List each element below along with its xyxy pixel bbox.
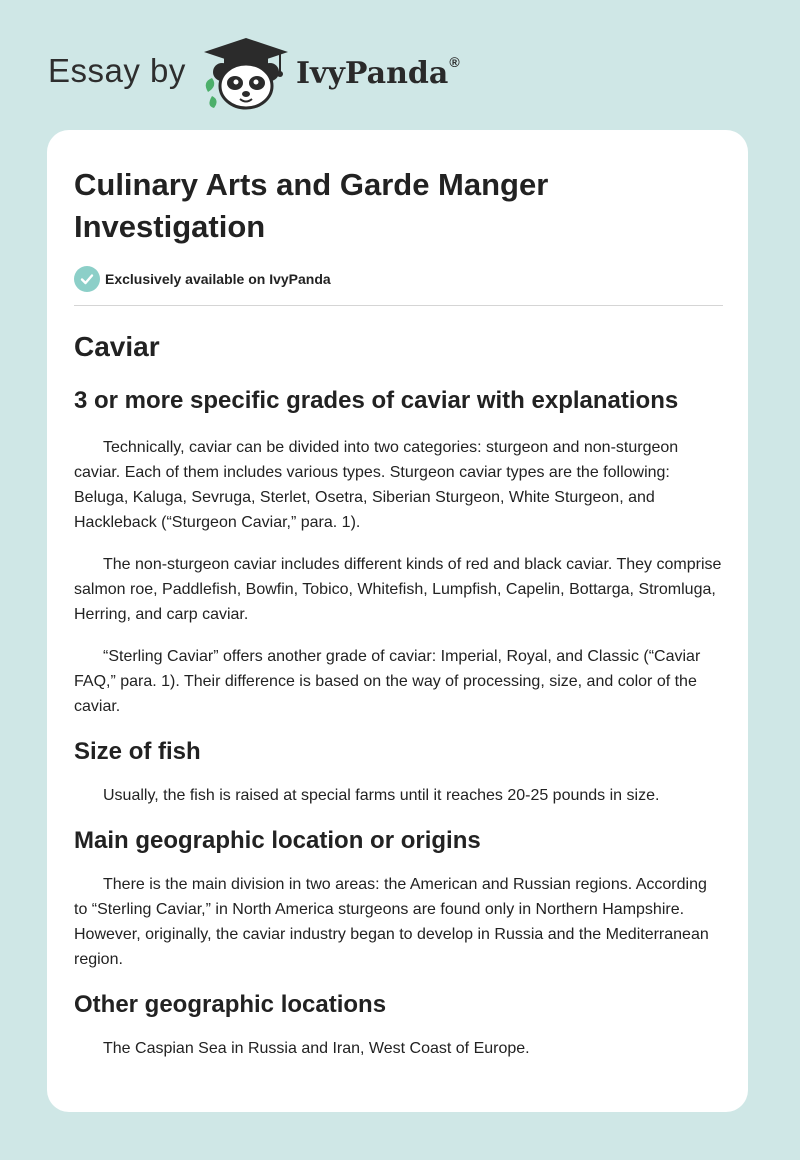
paragraph: “Sterling Caviar” offers another grade of caviar: Imperial, Royal, and Classic (“Caviar FAQ,” para. 1). Their difference is based on the way of processing, size, and color of the caviar.: [74, 648, 701, 715]
essay-content: [74, 164, 723, 1061]
check-icon: [74, 266, 100, 292]
brand-name[interactable]: IvyPanda®: [296, 54, 460, 91]
subheading: Size of fish: [74, 738, 201, 765]
subheading: Other geographic locations: [74, 991, 387, 1018]
site-header: [0, 0, 800, 130]
panda-logo-icon[interactable]: [200, 36, 292, 110]
subheading: 3 or more specific grades of caviar with explanations: [74, 387, 679, 414]
paragraph: Technically, caviar can be divided into two categories: sturgeon and non-sturgeon caviar. Each of them includes various types. Sturgeon caviar types are the following: Beluga, Kaluga, Sevruga, Sterlet, Osetra, Siberian Sturgeon, White Sturgeon, and Hackleback (“Sturgeon Caviar,” para. 1).: [74, 439, 679, 531]
paragraph: There is the main division in two areas: the American and Russian regions. According to “Sterling Caviar,” in North America sturgeons are found only in Northern Hampshire. However, originally, the caviar industry began to develop in Russia and the Mediterranean region.: [74, 876, 709, 968]
essay-card: [47, 130, 748, 1112]
paragraph: Usually, the fish is raised at special farms until it reaches 20-25 pounds in size.: [103, 787, 660, 804]
paragraph: The Caspian Sea in Russia and Iran, West Coast of Europe.: [103, 1040, 530, 1057]
subheading: Main geographic location or origins: [74, 827, 481, 854]
exclusive-badge: [74, 266, 723, 292]
page-title: Culinary Arts and Garde Manger Investigation: [74, 167, 549, 244]
essay-by-label: Essay by: [48, 52, 186, 89]
divider: [74, 305, 723, 306]
paragraph: The non-sturgeon caviar includes different kinds of red and black caviar. They comprise salmon roe, Paddlefish, Bowfin, Tobico, Whitefish, Lumpfish, Capelin, Bottarga, Stromluga, Herring, and carp caviar.: [74, 556, 722, 623]
exclusive-label: Exclusively available on IvyPanda: [105, 271, 331, 287]
registered-mark: ®: [449, 54, 460, 70]
section-heading: Caviar: [74, 331, 160, 362]
